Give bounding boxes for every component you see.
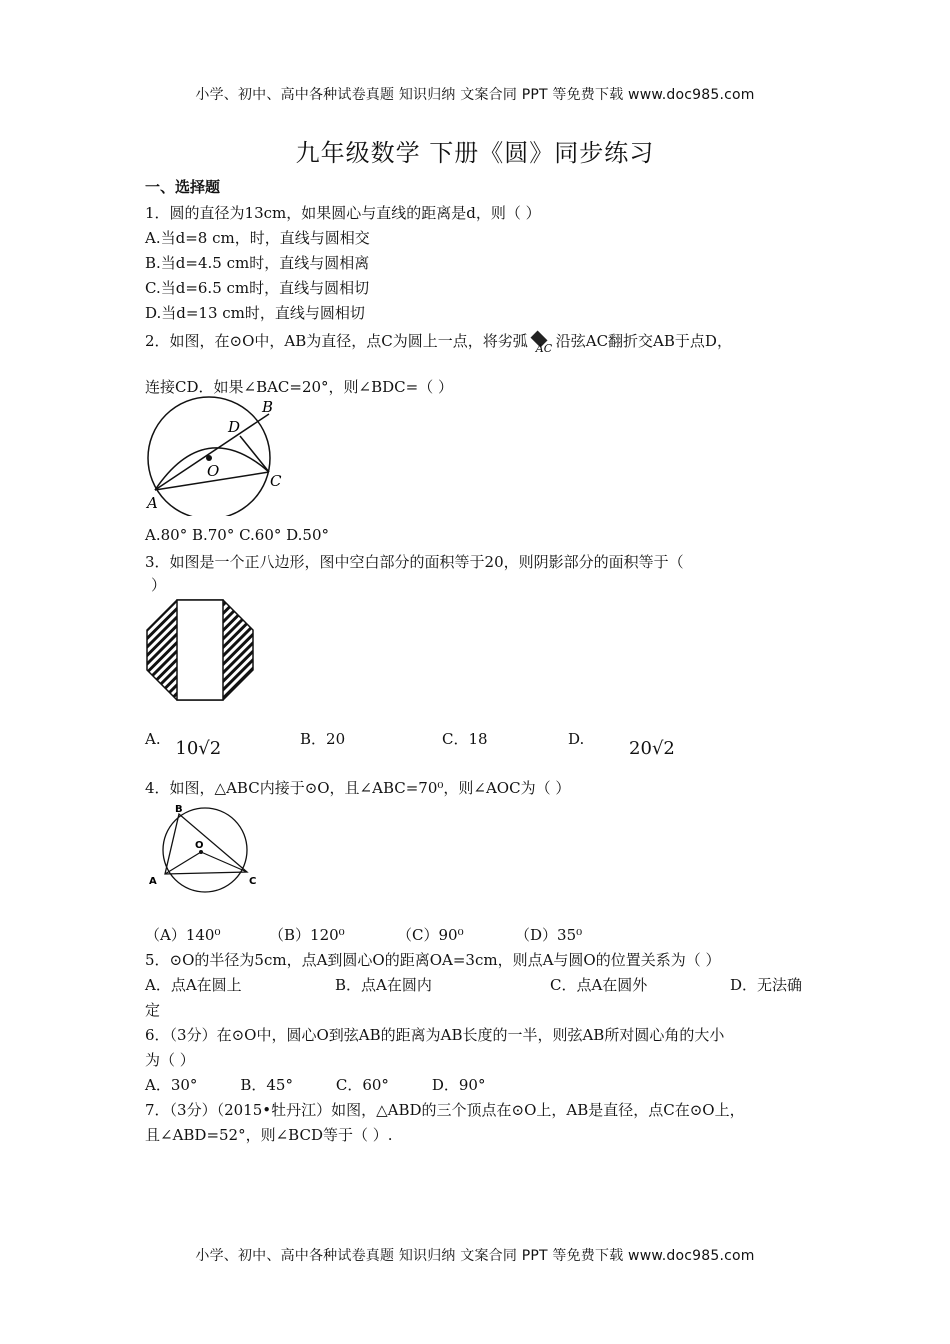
q2-label-c: C [270,472,282,490]
q1-option-c: C.当d=6.5 cm时，直线与圆相切 [145,279,370,297]
q1-option-b: B.当d=4.5 cm时，直线与圆相离 [145,254,370,272]
q4-label-o: O [195,840,204,851]
q5-stem: 5．⊙O的半径为5cm，点A到圆心O的距离OA=3cm，则点A与圆O的位置关系为（ ） [145,951,721,969]
q4-option-a: （A）140⁰ [145,926,221,944]
q2-stem-part2: 沿弦AC翻折交AB于点D， [555,332,732,350]
q2-arc-symbol [528,336,556,354]
q2-center-dot [206,455,212,461]
q4-option-b: （B）120⁰ [269,926,345,944]
q7-stem-line1: 7．（3分）（2015•牡丹江）如图，△ABD的三个顶点在⊙O上，AB是直径，点C在⊙O上， [145,1101,745,1119]
q4-option-c: （C）90⁰ [397,926,464,944]
q5-option-a: A．点A在圆上 [145,976,242,994]
q2-arc-label: AC [535,342,553,355]
q2-label-d: D [228,418,241,436]
q3-option-a-value: 10√2 [175,738,222,759]
q3-option-d [568,728,675,759]
q5-option-c: C．点A在圆外 [550,976,648,994]
q4-label-a: A [149,876,157,887]
q3-figure [145,596,255,704]
q3-option-b: B．20 [300,730,346,748]
q5-option-d: D．无法确 [730,976,803,994]
q6-stem-line2: 为（ ） [145,1051,195,1069]
q4-option-d: （D）35⁰ [515,926,583,944]
page-header: 小学、初中、高中各种试卷真题 知识归纳 文案合同 PPT 等免费下载 www.doc985.com [195,87,755,103]
q3-stem-line1: 3．如图是一个正八边形，图中空白部分的面积等于20，则阴影部分的面积等于（ [145,553,684,571]
q2-stem-part1: 2．如图，在⊙O中，AB为直径，点C为圆上一点，将劣弧 [145,332,528,350]
q4-circle [163,808,247,892]
q5-option-d-continued: 定 [145,1001,161,1019]
q2-figure [145,396,295,516]
q4-label-c: C [249,876,257,887]
q3-option-a-label: A. [145,730,161,748]
section-heading: 一、选择题 [145,178,221,196]
q4-label-b: B [175,804,183,815]
page-title: 九年级数学 下册《圆》同步练习 [295,139,655,167]
q2-label-a: A [147,494,158,512]
q3-stem-line2: ） [151,576,167,594]
q7-stem-line2: 且∠ABD=52°，则∠BCD等于（ ）. [145,1126,393,1144]
q2-label-b: B [262,398,274,416]
q4-figure [149,804,269,894]
q3-option-c: C．18 [442,730,488,748]
q5-option-b: B．点A在圆内 [335,976,432,994]
q4-triangle [165,814,247,874]
q3-option-d-value: 20√2 [629,738,675,759]
q1-option-d: D.当d=13 cm时，直线与圆相切 [145,304,365,322]
q3-option-d-label: D. [568,730,585,748]
q1-stem: 1．圆的直径为13cm，如果圆心与直线的距离是d，则（ ） [145,204,541,222]
q6-stem-line1: 6．（3分）在⊙O中，圆心O到弦AB的距离为AB长度的一半，则弦AB所对圆心角的大小 [145,1026,725,1044]
q4-stem: 4．如图，△ABC内接于⊙O，且∠ABC=70⁰，则∠AOC为（ ） [145,779,571,797]
q2-options: A.80° B.70° C.60° D.50° [145,526,330,544]
q1-option-a: A.当d=8 cm，时，直线与圆相交 [145,229,370,247]
q4-segment-oa [165,852,201,874]
q6-options: A．30° B．45° C．60° D．90° [145,1076,486,1094]
q3-blank-rectangle [177,600,223,700]
q4-segment-oc [201,852,247,872]
q2-stem-line2: 连接CD．如果∠BAC=20°，则∠BDC=（ ） [145,378,453,396]
q2-segment-cd [240,436,269,472]
q3-option-a [145,728,222,759]
page-footer: 小学、初中、高中各种试卷真题 知识归纳 文案合同 PPT 等免费下载 www.doc985.com [195,1248,755,1264]
q2-stem-line1 [145,330,732,354]
q2-label-o: O [207,462,220,480]
